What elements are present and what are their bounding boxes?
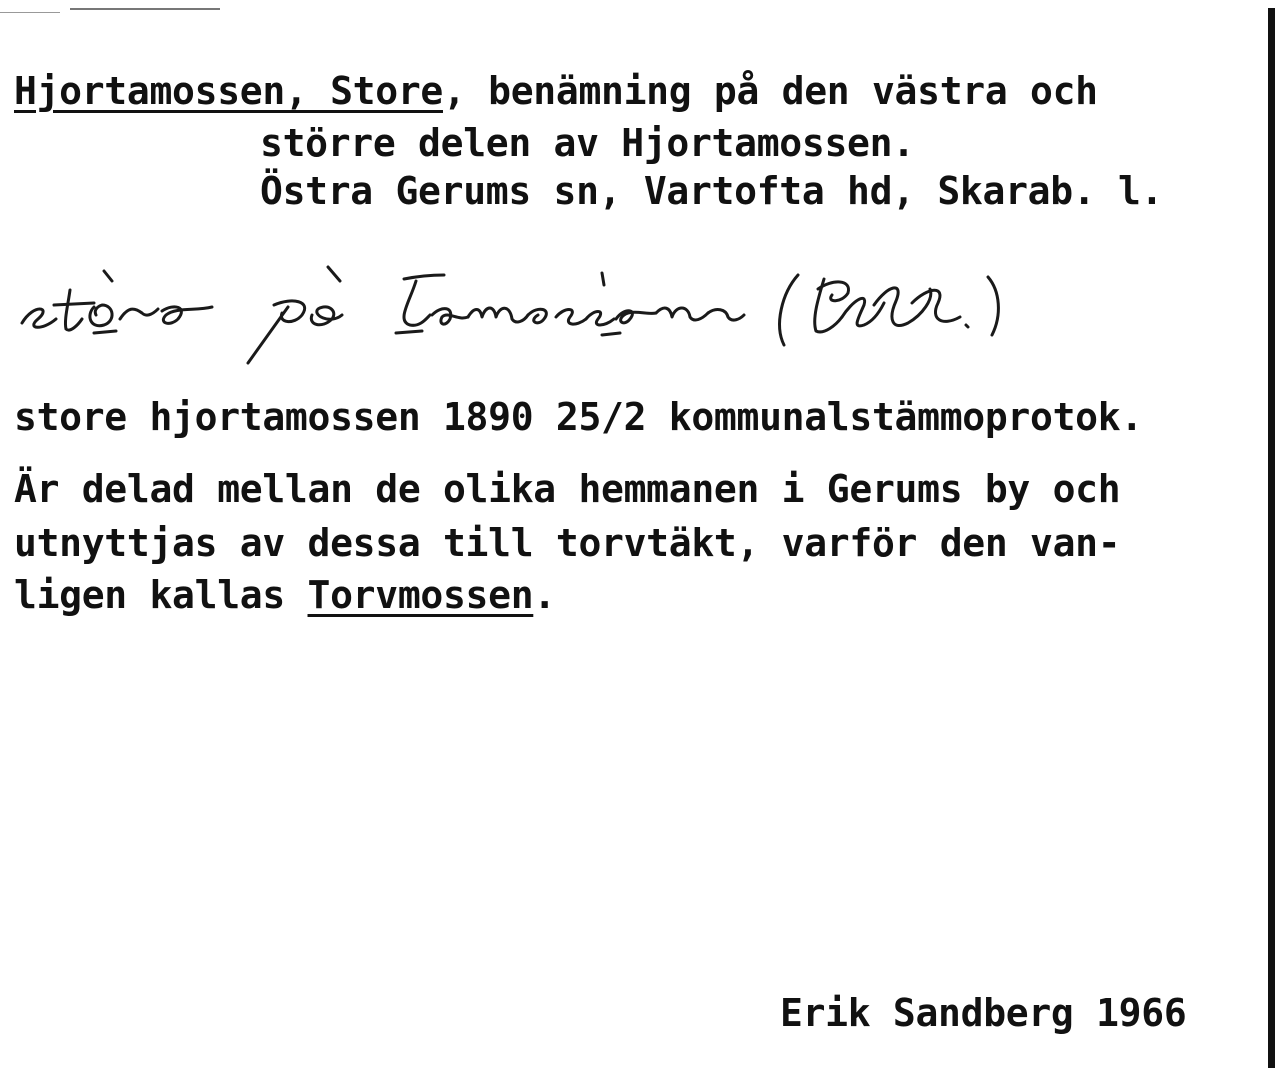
headword-definition: , benämning på den västra och	[442, 69, 1098, 113]
record-line: store hjortamossen 1890 25/2 kommunalstämmoprotok.	[14, 395, 1143, 439]
signature: Erik Sandberg 1966	[780, 991, 1187, 1035]
description-line-3	[14, 573, 556, 617]
card-edge-top	[70, 8, 220, 10]
description-line-3-end: .	[533, 573, 556, 617]
description-line-2: utnyttjas av dessa till torvtäkt, varför den van-	[14, 521, 1121, 565]
card-edge-right	[1268, 8, 1275, 1068]
headword: Hjortamossen, Store	[14, 69, 443, 113]
alternate-name: Torvmossen	[307, 573, 534, 617]
card-edge-top-left	[0, 12, 60, 13]
description-line-1: Är delad mellan de olika hemmanen i Gerums by och	[14, 467, 1121, 511]
location-line: Östra Gerums sn, Vartofta hd, Skarab. l.	[260, 169, 1164, 213]
definition-line-2: större delen av Hjortamossen.	[260, 121, 915, 165]
headword-line	[14, 69, 1098, 113]
description-line-3-text: ligen kallas	[14, 573, 308, 617]
handwritten-pronunciation-note	[12, 245, 1012, 375]
